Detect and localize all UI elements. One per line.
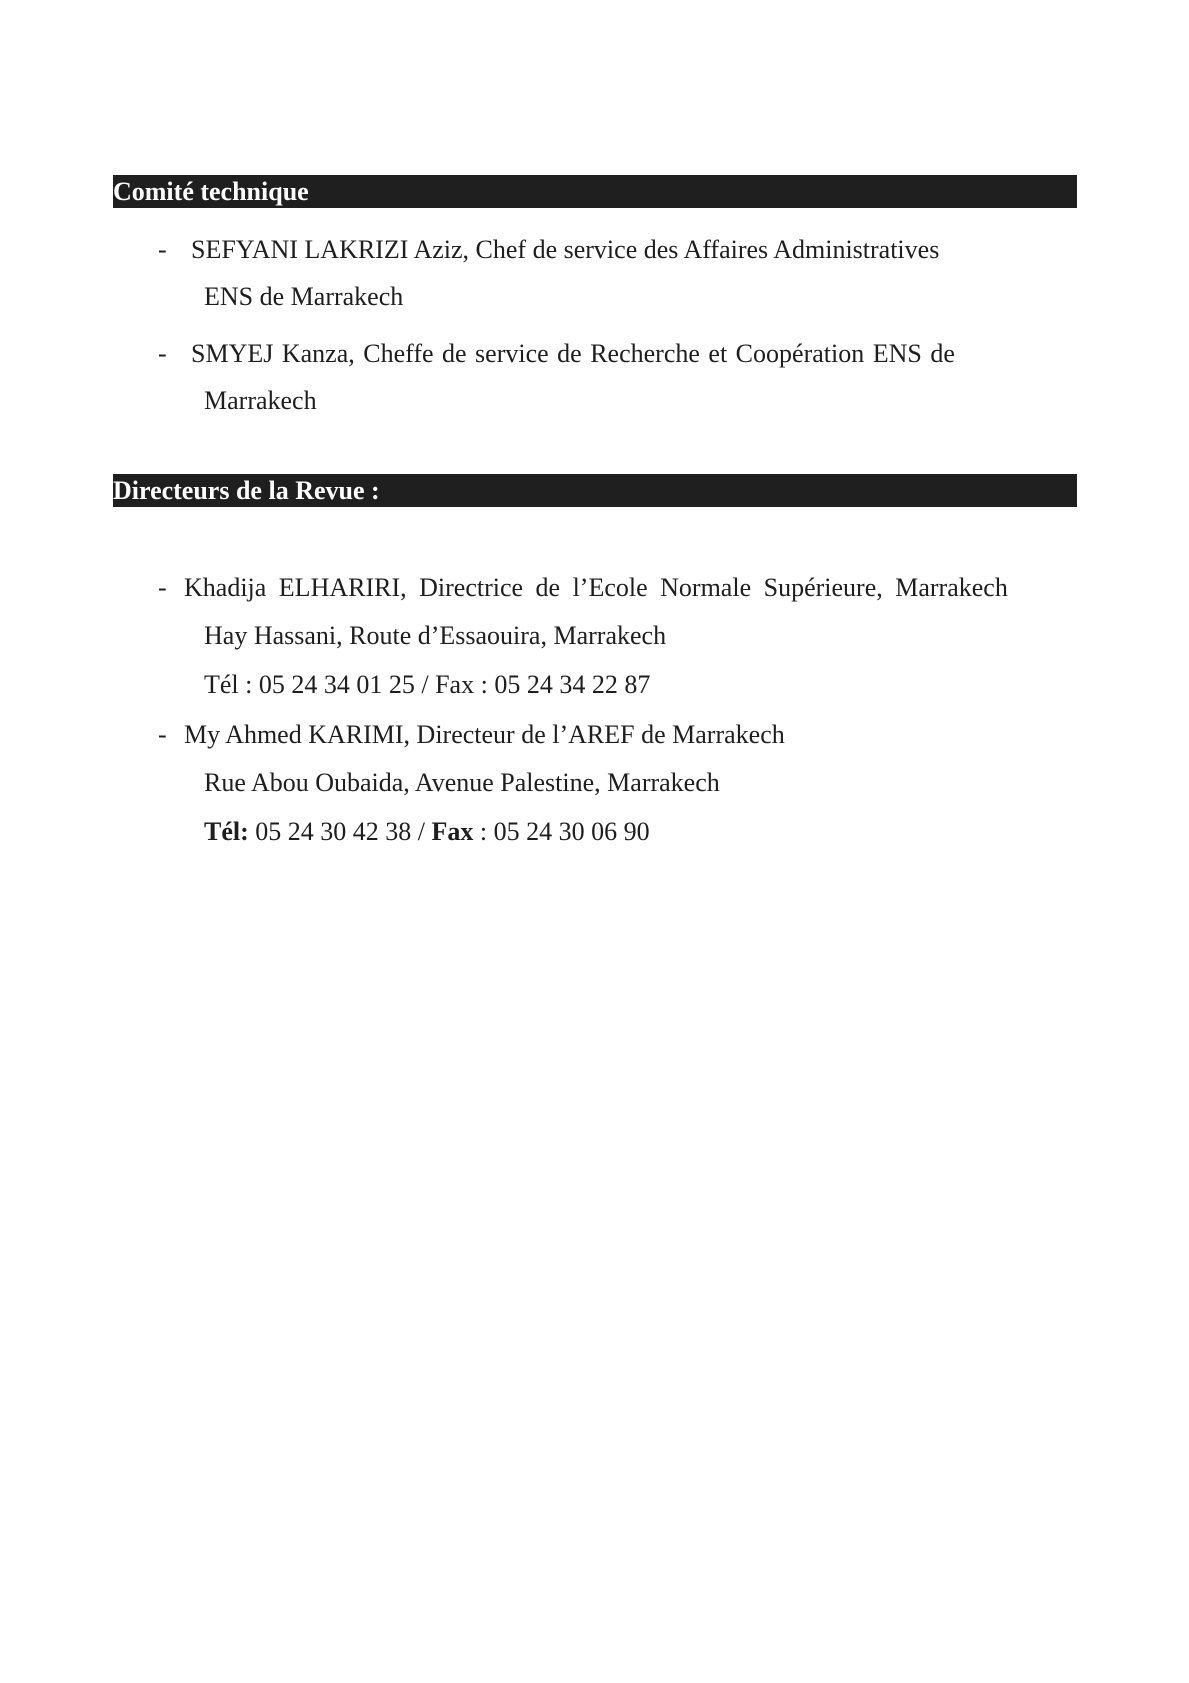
- list-item-line: Khadija ELHARIRI, Directrice de l’Ecole Normale Supérieure, Marrakech: [184, 573, 1008, 602]
- section-title: Directeurs de la Revue :: [113, 476, 380, 505]
- list-item-line: My Ahmed KARIMI, Directeur de l’AREF de Marrakech: [184, 720, 785, 749]
- list-bullet: -: [158, 339, 167, 368]
- list-item-line: SMYEJ Kanza, Cheffe de service de Recherche et Coopération ENS de: [191, 339, 955, 368]
- list-item-line: Tél : 05 24 34 01 25 / Fax : 05 24 34 22 87: [204, 670, 651, 699]
- section-title: Comité technique: [113, 177, 309, 206]
- contact-line: [204, 817, 650, 847]
- list-item-line: Marrakech: [204, 386, 317, 415]
- list-item-line: SEFYANI LAKRIZI Aziz, Chef de service des Affaires Administratives: [191, 235, 940, 264]
- section-header-directeurs: [113, 474, 1077, 507]
- fax-value: : 05 24 30 06 90: [473, 817, 650, 846]
- section-header-comite-technique: [113, 175, 1077, 208]
- list-bullet: -: [158, 235, 167, 264]
- list-item-line: ENS de Marrakech: [204, 282, 404, 311]
- list-bullet: -: [158, 720, 167, 749]
- list-item-line: Hay Hassani, Route d’Essaouira, Marrakech: [204, 621, 667, 650]
- fax-label: Fax: [431, 817, 474, 846]
- list-bullet: -: [158, 573, 167, 602]
- list-item-line: Rue Abou Oubaida, Avenue Palestine, Marrakech: [204, 768, 720, 797]
- tel-value: 05 24 30 42 38 /: [248, 817, 432, 846]
- tel-label: Tél:: [204, 817, 249, 846]
